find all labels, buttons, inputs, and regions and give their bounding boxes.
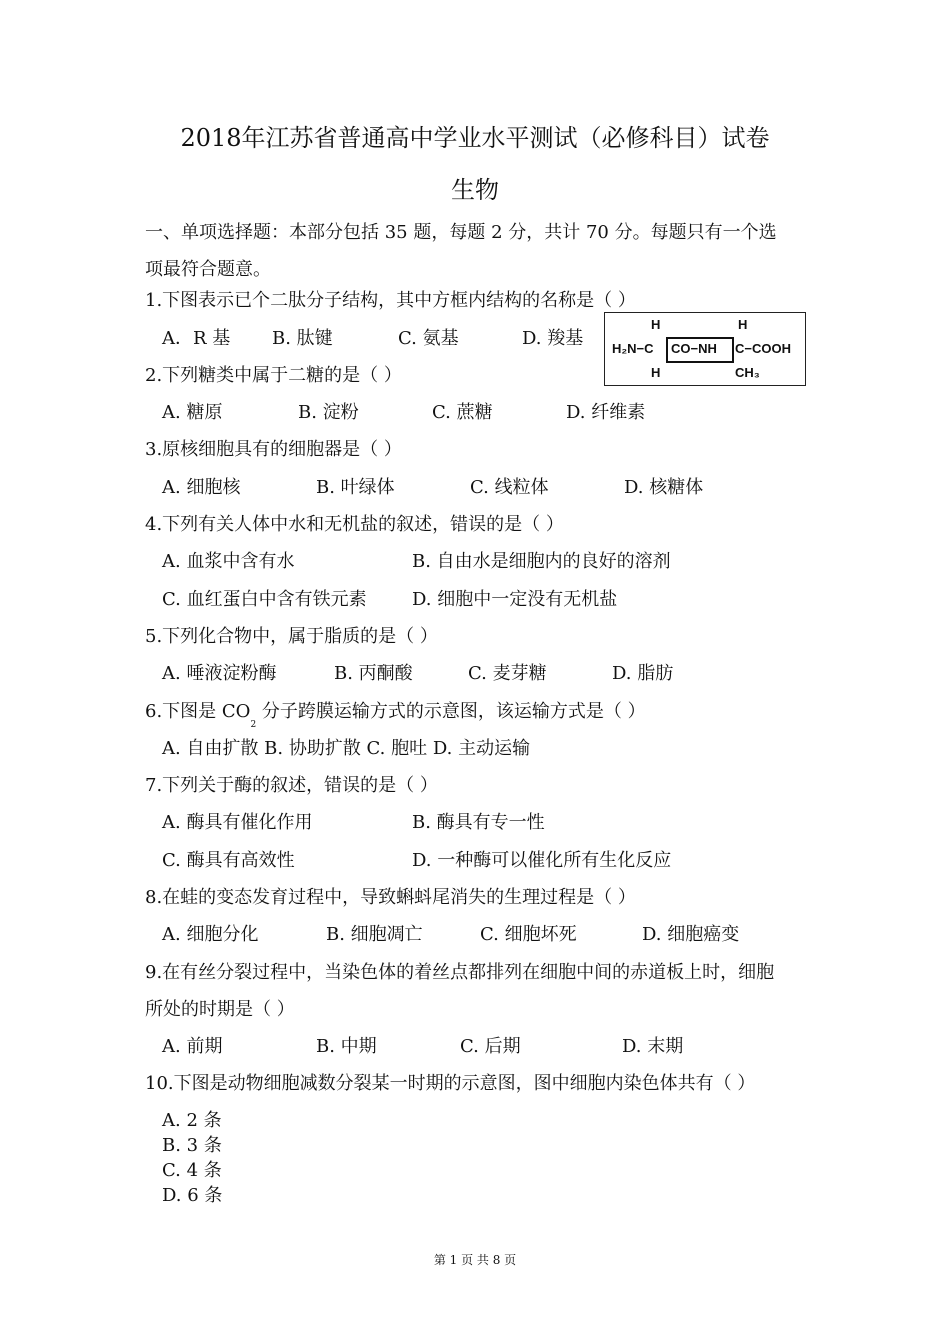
question-4-option-b: B. 自由水是细胞内的良好的溶剂 (412, 551, 671, 572)
question-9-stem-line2: 所处的时期是（ ） (145, 999, 295, 1020)
question-7-option-b: B. 酶具有专一性 (412, 812, 545, 833)
diagram-h-top-left: H (651, 317, 661, 332)
question-4-stem: 4.下列有关人体中水和无机盐的叙述，错误的是（ ） (145, 514, 564, 535)
question-1-option-d: D. 羧基 (522, 328, 584, 349)
question-7-option-c: C. 酶具有高效性 (162, 850, 295, 871)
question-3-stem: 3.原核细胞具有的细胞器是（ ） (145, 439, 402, 460)
question-3-option-a: A. 细胞核 (162, 477, 241, 498)
question-1-option-a: A．R 基 (162, 328, 231, 349)
question-2-option-c: C. 蔗糖 (432, 402, 493, 423)
question-1-option-c: C. 氨基 (398, 328, 459, 349)
question-4-option-a: A. 血浆中含有水 (162, 551, 295, 572)
subject-title: 生物 (451, 176, 499, 204)
question-8-stem: 8.在蛙的变态发育过程中，导致蝌蚪尾消失的生理过程是（ ） (145, 887, 636, 908)
question-5-option-d: D. 脂肪 (612, 663, 674, 684)
question-7-option-d: D. 一种酶可以催化所有生化反应 (412, 850, 672, 871)
question-8-option-b: B. 细胞凋亡 (326, 924, 423, 945)
question-9-option-d: D. 末期 (622, 1036, 684, 1057)
question-3-option-c: C. 线粒体 (470, 477, 549, 498)
question-2-option-d: D. 纤维素 (566, 402, 646, 423)
diagram-h-bottom-left: H (651, 365, 661, 380)
question-10-option-b: B. 3 条 (162, 1135, 222, 1156)
question-9-option-a: A. 前期 (162, 1036, 223, 1057)
question-6-stem-subscript: 2 (250, 720, 257, 730)
diagram-ch3: CH₃ (735, 365, 760, 380)
question-10-stem: 10.下图是动物细胞减数分裂某一时期的示意图，图中细胞内染色体共有（ ） (145, 1073, 756, 1094)
diagram-right-group: C−COOH (735, 341, 791, 356)
question-6-options: A. 自由扩散 B. 协助扩散 C. 胞吐 D. 主动运输 (162, 738, 531, 759)
question-2-stem: 2.下列糖类中属于二糖的是（ ） (145, 365, 402, 386)
page-title: 2018年江苏省普通高中学业水平测试（必修科目）试卷 (180, 124, 770, 152)
question-1-stem: 1.下图表示已个二肽分子结构，其中方框内结构的名称是（ ） (145, 290, 636, 311)
section-instructions-line2: 项最符合题意。 (145, 259, 271, 280)
question-6-stem-post: 分子跨膜运输方式的示意图，该运输方式是（ ） (256, 701, 646, 722)
question-5-option-c: C. 麦芽糖 (468, 663, 547, 684)
question-5-option-a: A. 唾液淀粉酶 (162, 663, 277, 684)
section-instructions-line1: 一、单项选择题：本部分包括 35 题，每题 2 分，共计 70 分。每题只有一个选 (145, 222, 777, 243)
diagram-h-top-right: H (738, 317, 748, 332)
diagram-boxed-group: CO−NH (671, 341, 717, 356)
question-10-option-d: D. 6 条 (162, 1185, 223, 1206)
question-8-option-d: D. 细胞癌变 (642, 924, 740, 945)
question-3-option-d: D. 核糖体 (624, 477, 704, 498)
question-6-stem-pre: 6.下图是 CO (145, 701, 251, 722)
question-9-stem-line1: 9.在有丝分裂过程中，当染色体的着丝点都排列在细胞中间的赤道板上时，细胞 (145, 962, 775, 983)
question-1-option-b: B. 肽键 (272, 328, 333, 349)
question-3-option-b: B. 叶绿体 (316, 477, 395, 498)
question-10-option-c: C. 4 条 (162, 1160, 222, 1181)
page-footer: 第 1 页 共 8 页 (433, 1253, 517, 1267)
diagram-left-group: H₂N−C (612, 341, 654, 356)
question-6-stem (145, 701, 646, 730)
question-5-stem: 5.下列化合物中，属于脂质的是（ ） (145, 626, 438, 647)
question-9-option-b: B. 中期 (316, 1036, 377, 1057)
question-7-option-a: A. 酶具有催化作用 (162, 812, 313, 833)
question-10-option-a: A. 2 条 (162, 1110, 222, 1131)
question-7-stem: 7.下列关于酶的叙述，错误的是（ ） (145, 775, 438, 796)
question-8-option-a: A. 细胞分化 (162, 924, 259, 945)
question-2-option-a: A. 糖原 (162, 402, 223, 423)
question-2-option-b: B. 淀粉 (298, 402, 359, 423)
dipeptide-structure-diagram (604, 312, 806, 386)
question-4-option-d: D. 细胞中一定没有无机盐 (412, 589, 618, 610)
question-5-option-b: B. 丙酮酸 (334, 663, 413, 684)
question-8-option-c: C. 细胞坏死 (480, 924, 577, 945)
question-4-option-c: C. 血红蛋白中含有铁元素 (162, 589, 367, 610)
question-9-option-c: C. 后期 (460, 1036, 521, 1057)
